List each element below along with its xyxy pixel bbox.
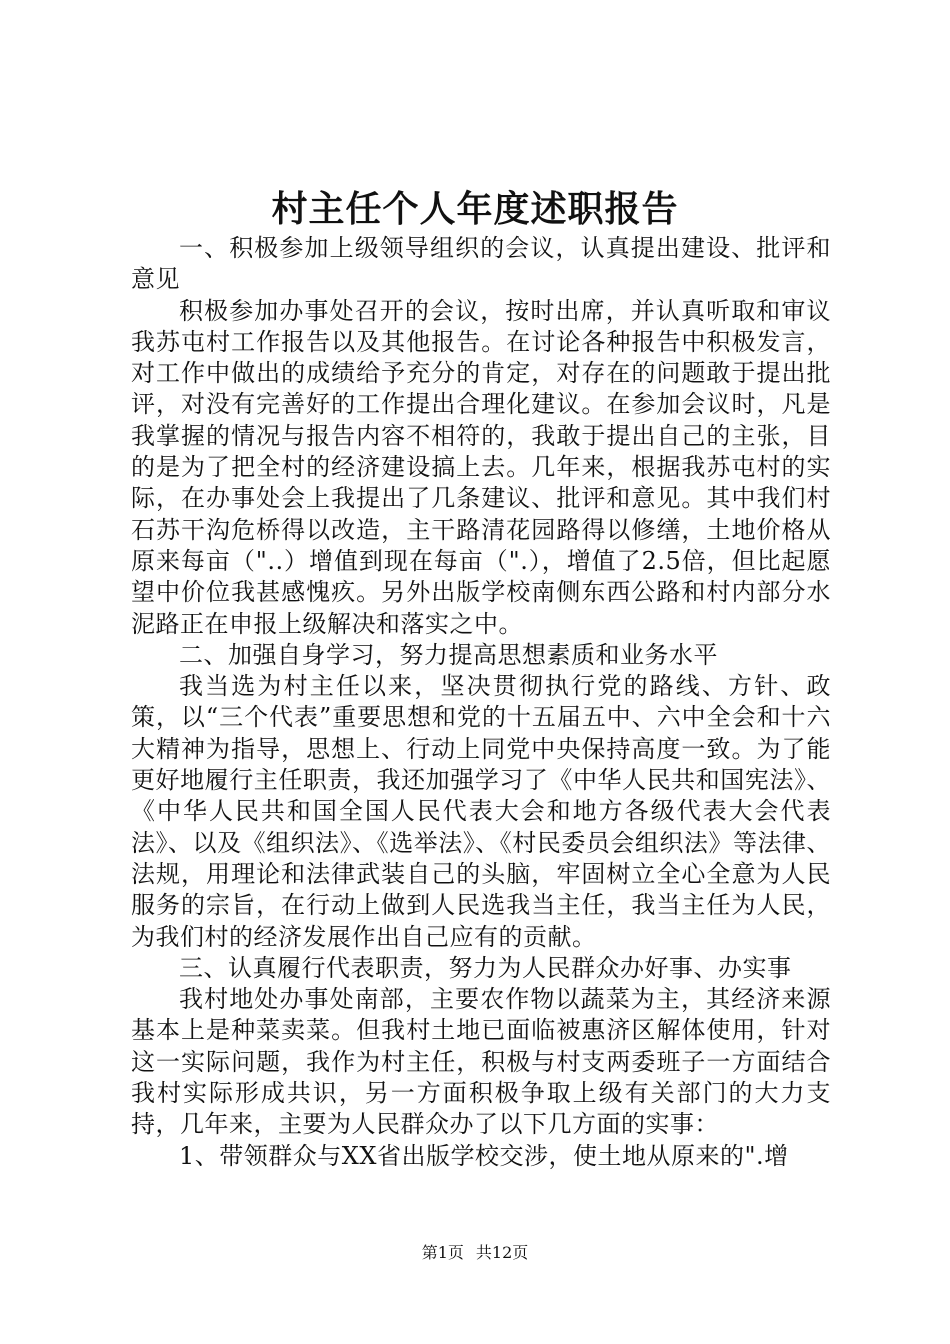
page-number: 第1页 [421, 1243, 464, 1262]
paragraph-2: 我当选为村主任以来，坚决贯彻执行党的路线、方针、政策，以“三个代表”重要思想和党的十五届五中、六中全会和十六大精神为指导，思想上、行动上同党中央保持高度一致。为了能更好地履行主任职责，我还加强学习了《中华人民共和国宪法》、《中华人民共和国全国人民代表大会和地方各级代表大会代表法》、以及《组织法》、《选举法》、《村民委员会组织法》等法律、法规，用理论和法律武装自己的头脑，牢固树立全心全意为人民服务的宗旨，在行动上做到人民选我当主任，我当主任为人民，为我们村的经济发展作出自己应有的贡献。 [131, 672, 831, 951]
paragraph-1: 积极参加办事处召开的会议，按时出席，并认真听取和审议我苏屯村工作报告以及其他报告。在讨论各种报告中积极发言，对工作中做出的成绩给予充分的肯定，对存在的问题敢于提出批评，对没有完善好的工作提出合理化建议。在参加会议时，凡是我掌握的情况与报告内容不相符的，我敢于提出自己的主张，目的是为了把全村的经济建设搞上去。几年来，根据我苏屯村的实际，在办事处会上我提出了几条建议、批评和意见。其中我们村石苏干沟危桥得以改造，主干路清花园路得以修缮，土地价格从原来每亩（"..）增值到现在每亩（".），增值了2.5倍，但比起愿望中价位我甚感愧疚。另外出版学校南侧东西公路和村内部分水泥路正在申报上级解决和落实之中。 [131, 296, 831, 638]
document-body [131, 233, 831, 1172]
document-title: 村主任个人年度述职报告 [271, 188, 679, 230]
page-total: 共12页 [475, 1243, 529, 1262]
section-heading-2: 二、加强自身学习，努力提高思想素质和业务水平 [179, 640, 718, 669]
section-heading-3: 三、认真履行代表职责，努力为人民群众办好事、办实事 [179, 953, 792, 982]
page-footer [0, 1243, 950, 1263]
paragraph-4: 1、带领群众与XX省出版学校交涉，使土地从原来的".增 [179, 1141, 789, 1170]
paragraph-3: 我村地处办事处南部，主要农作物以蔬菜为主，其经济来源基本上是种菜卖菜。但我村土地已面临被惠济区解体使用，针对这一实际问题，我作为村主任，积极与村支两委班子一方面结合我村实际形成共识，另一方面积极争取上级有关部门的大力支持，几年来，主要为人民群众办了以下几方面的实事： [131, 985, 831, 1139]
section-heading-1: 一、积极参加上级领导组织的会议，认真提出建设、批评和意见 [131, 234, 831, 294]
